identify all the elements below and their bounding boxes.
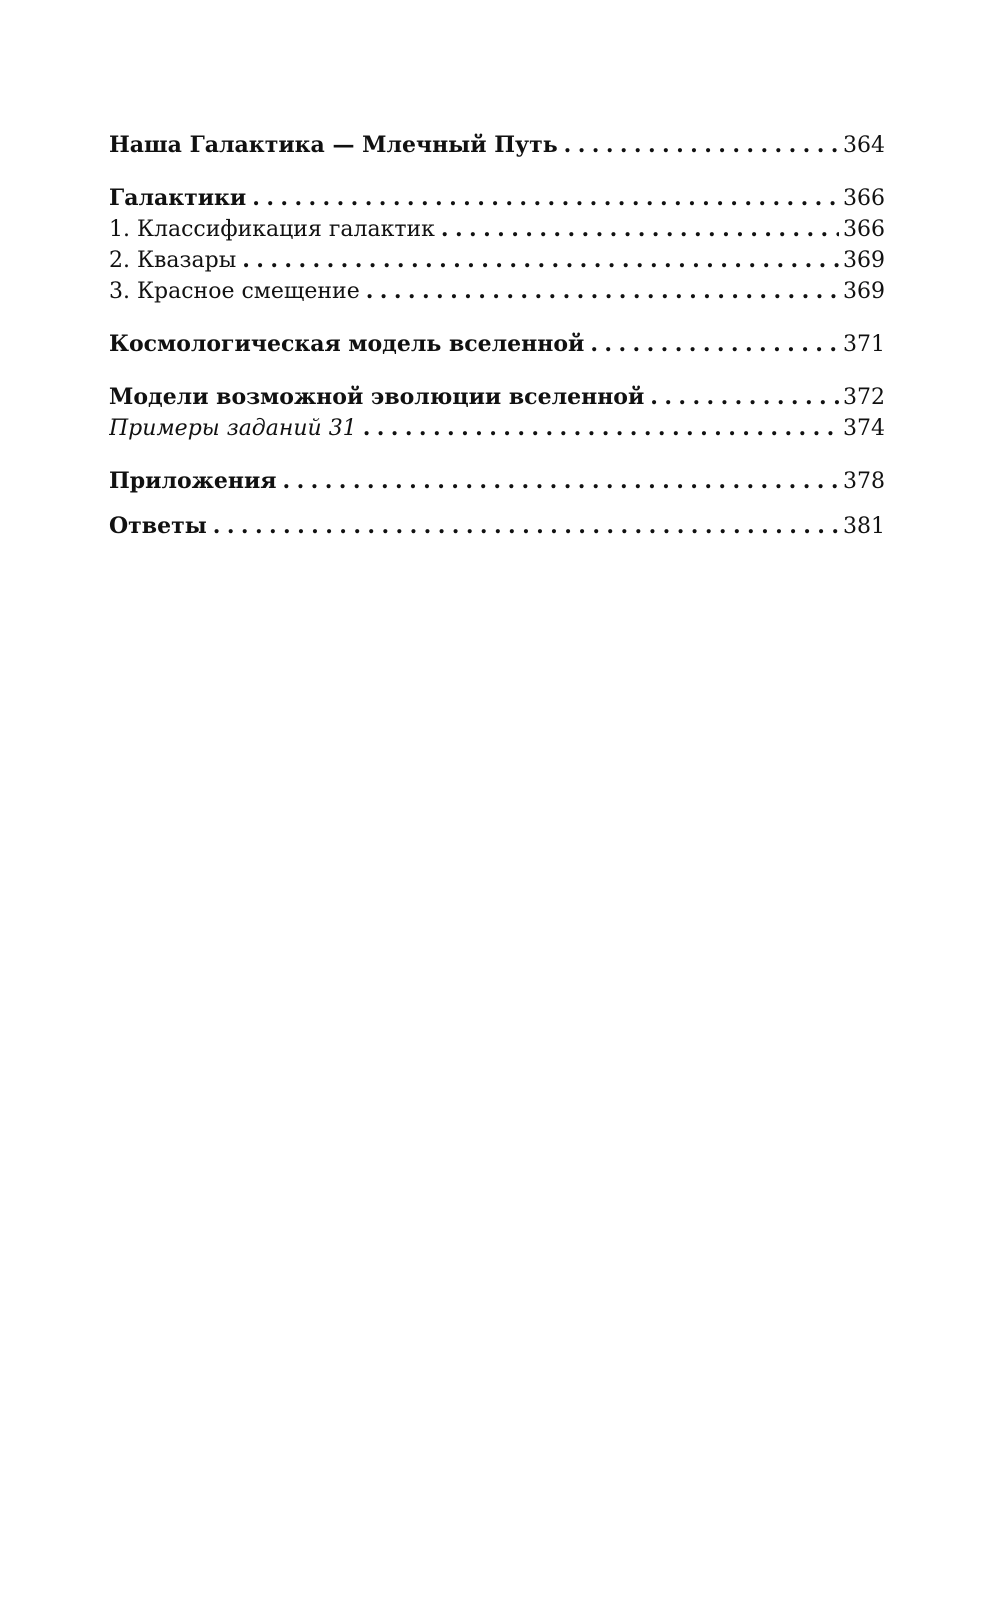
toc-entry-title: Космологическая модель вселенной <box>109 331 585 357</box>
toc-entry-title: 1. Классификация галактик <box>109 217 435 242</box>
toc-entry-milky-way[interactable] <box>109 130 885 161</box>
toc-entry-title: Галактики <box>109 185 247 211</box>
dot-leader <box>242 245 839 276</box>
toc-entry-title: Наша Галактика — Млечный Путь <box>109 132 558 158</box>
toc-entry-page: 369 <box>843 279 885 304</box>
dot-leader <box>283 466 839 497</box>
toc-entry-title: 3. Красное смещение <box>109 279 360 304</box>
toc-entry-task-examples[interactable] <box>109 413 885 444</box>
dot-leader <box>650 382 839 413</box>
toc-entry-title: 2. Квазары <box>109 248 237 273</box>
dot-leader <box>564 130 839 161</box>
dot-leader <box>252 183 839 214</box>
dot-leader <box>213 511 839 542</box>
toc-entry-answers[interactable] <box>109 511 885 542</box>
toc-entry-page: 364 <box>843 133 885 158</box>
toc-entry-title: Приложения <box>109 468 277 494</box>
toc-entry-evolution-models[interactable] <box>109 382 885 413</box>
toc-entry-appendices[interactable] <box>109 466 885 497</box>
toc-entry-page: 369 <box>843 248 885 273</box>
dot-leader <box>441 214 839 245</box>
toc-entry-title: Ответы <box>109 513 207 539</box>
toc-entry-galaxy-classification[interactable] <box>109 214 885 245</box>
toc-entry-galaxies[interactable] <box>109 183 885 214</box>
toc-entry-redshift[interactable] <box>109 276 885 307</box>
toc-entry-title: Примеры заданий 31 <box>109 416 357 441</box>
toc-entry-cosmological-model[interactable] <box>109 329 885 360</box>
toc-entry-page: 366 <box>843 217 885 242</box>
table-of-contents <box>109 130 885 542</box>
dot-leader <box>590 329 839 360</box>
toc-entry-page: 381 <box>843 514 885 539</box>
dot-leader <box>366 276 839 307</box>
dot-leader <box>363 413 839 444</box>
toc-entry-page: 372 <box>843 385 885 410</box>
toc-entry-quasars[interactable] <box>109 245 885 276</box>
toc-entry-title: Модели возможной эволюции вселенной <box>109 384 645 410</box>
toc-entry-page: 374 <box>843 416 885 441</box>
toc-entry-page: 371 <box>843 332 885 357</box>
toc-entry-page: 366 <box>843 186 885 211</box>
toc-entry-page: 378 <box>843 469 885 494</box>
